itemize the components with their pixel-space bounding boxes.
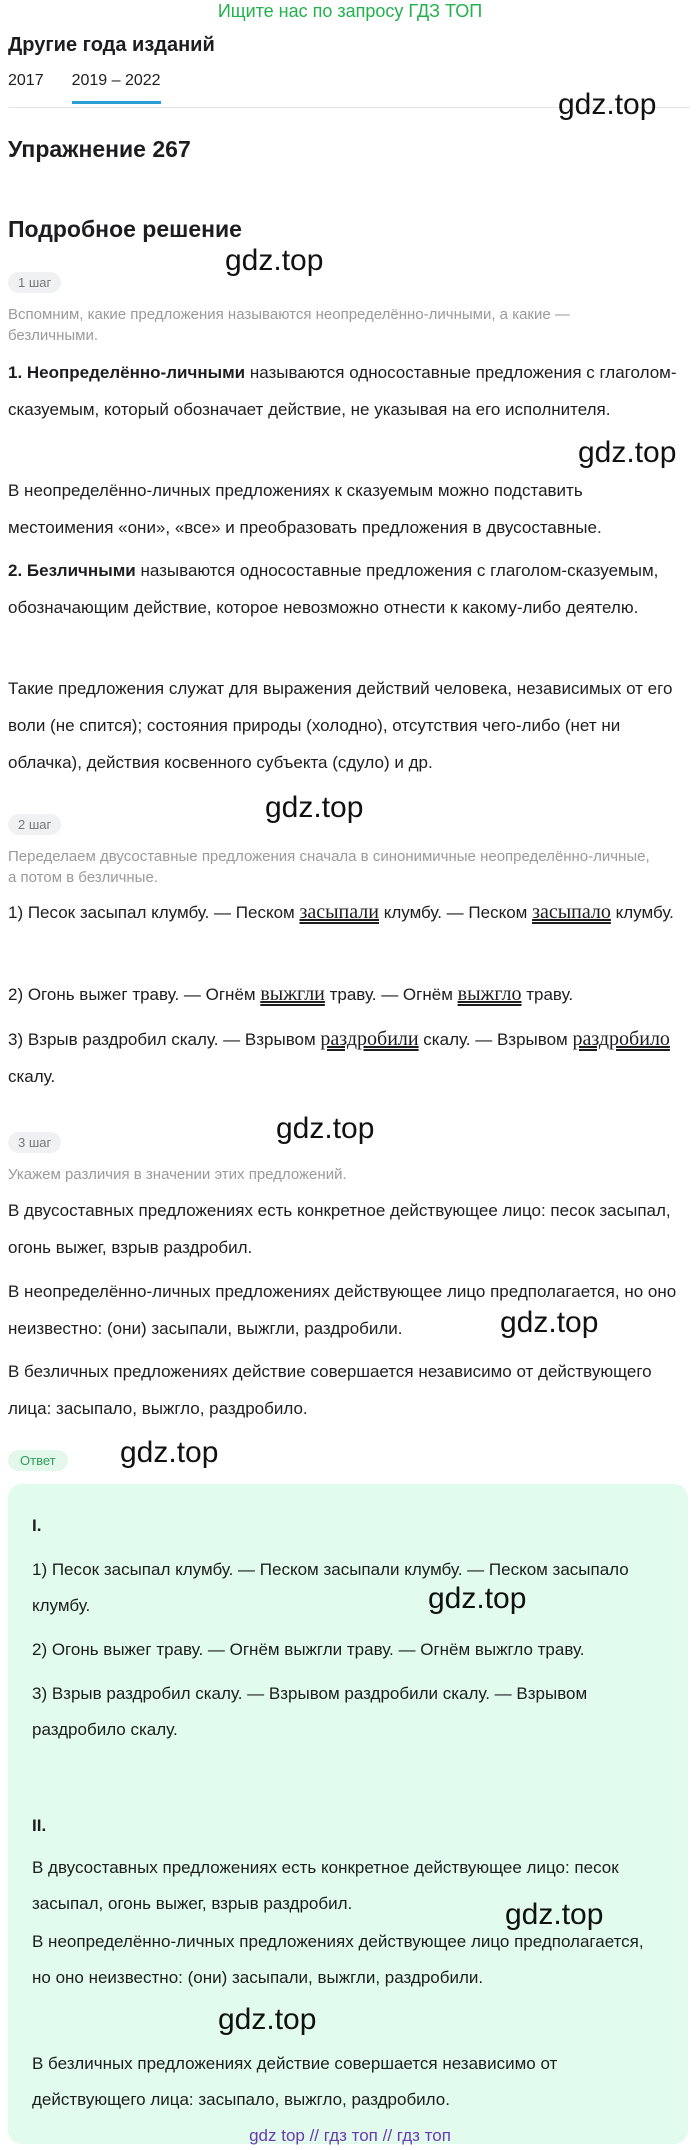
tab-year-2019-2022[interactable]: 2019 – 2022: [72, 72, 161, 104]
answer-line: 1) Песок засыпал клумбу. — Песком засыпали клумбу. — Песком засыпало клумбу.: [32, 1560, 629, 1615]
other-years-title: Другие года изданий: [8, 34, 215, 56]
step-badge-3: 3 шаг: [8, 1132, 61, 1153]
sentence-3: 3) Взрыв раздробил скалу. — Взрывом раздробили скалу. — Взрывом раздробило скалу.: [8, 1028, 670, 1086]
watermark: gdz.top: [225, 244, 324, 277]
step-note-2: Переделаем двусоставные предложения сначала в синонимичные неопределённо-личные, а потом в безличные.: [8, 848, 650, 886]
term-bold: 1. Неопределённо-личными: [8, 363, 246, 382]
predicate-underlined: выжгли: [260, 983, 325, 1005]
paragraph: В безличных предложениях действие совершается независимо от действующего лица: засыпало, выжгло, раздробило.: [8, 1362, 652, 1418]
answer-section-1-heading: I.: [32, 1516, 42, 1535]
watermark: gdz.top: [265, 791, 364, 824]
answer-line: В неопределённо-личных предложениях действующее лицо предполагается, но оно неизвестно: (они) засыпали, выжгли, раздробили.: [32, 1932, 644, 1987]
predicate-underlined: выжгло: [457, 983, 522, 1005]
year-tabs: [8, 72, 189, 104]
predicate-underlined: раздробило: [572, 1028, 670, 1050]
answer-section-2-heading: II.: [32, 1816, 47, 1835]
answer-badge: Ответ: [8, 1450, 68, 1471]
footer-links[interactable]: gdz top // гдз топ // гдз топ: [249, 2126, 451, 2145]
paragraph: В неопределённо-личных предложениях к сказуемым можно подставить местоимения «они», «все» и преобразовать предложения в двусоставные.: [8, 481, 602, 537]
watermark: gdz.top: [505, 1898, 604, 1931]
definition-paragraph-2: 2. Безличными называются односоставные предложения с глаголом-сказуемым, обозначающим действие, которое невозможно отнести к какому-либо деятелю.: [8, 561, 659, 617]
answer-line: 2) Огонь выжег траву. — Огнём выжгли траву. — Огнём выжгло траву.: [32, 1640, 585, 1659]
paragraph: В двусоставных предложениях есть конкретное действующее лицо: песок засыпал, огонь выжег, взрыв раздробил.: [8, 1201, 671, 1257]
watermark: gdz.top: [218, 2003, 317, 2036]
solution-title: Подробное решение: [8, 216, 242, 242]
watermark: gdz.top: [558, 88, 657, 121]
answer-line: 3) Взрыв раздробил скалу. — Взрывом раздробили скалу. — Взрывом раздробило скалу.: [32, 1684, 588, 1739]
watermark: gdz.top: [578, 436, 677, 469]
watermark: gdz.top: [276, 1112, 375, 1145]
watermark: gdz.top: [120, 1436, 219, 1469]
step-badge-1: 1 шаг: [8, 272, 61, 293]
watermark: gdz.top: [500, 1306, 599, 1339]
watermark: gdz.top: [428, 1582, 527, 1615]
answer-line: В двусоставных предложениях есть конкретное действующее лицо: песок засыпал, огонь выжег, взрыв раздробил.: [32, 1858, 619, 1913]
definition-paragraph-1: 1. Неопределённо-личными называются односоставные предложения с глаголом-сказуемым, который обозначает действие, не указывая на его исполнителя.: [8, 363, 677, 419]
paragraph: Такие предложения служат для выражения действий человека, независимых от его воли (не спится); состояния природы (холодно), отсутствия чего-либо (нет ни облачка), действия косвенного субъекта (сдуло) и др.: [8, 679, 673, 772]
predicate-underlined: раздробили: [320, 1028, 419, 1050]
step-badge-2: 2 шаг: [8, 814, 61, 835]
predicate-underlined: засыпало: [532, 901, 611, 923]
answer-line: В безличных предложениях действие совершается независимо от действующего лица: засыпало, выжгло, раздробило.: [32, 2054, 558, 2109]
tab-year-2017[interactable]: 2017: [8, 72, 44, 89]
paragraph: В неопределённо-личных предложениях действующее лицо предполагается, но оно неизвестно: (они) засыпали, выжгли, раздробили.: [8, 1282, 677, 1338]
sentence-1: 1) Песок засыпал клумбу. — Песком засыпали клумбу. — Песком засыпало клумбу.: [8, 901, 674, 923]
predicate-underlined: засыпали: [299, 901, 379, 923]
exercise-title: Упражнение 267: [8, 136, 191, 162]
sentence-2: 2) Огонь выжег траву. — Огнём выжгли траву. — Огнём выжгло траву.: [8, 983, 574, 1005]
step-note-3: Укажем различия в значении этих предложений.: [8, 1166, 347, 1183]
promo-banner: Ищите нас по запросу ГДЗ ТОП: [217, 1, 483, 21]
term-bold: 2. Безличными: [8, 561, 136, 580]
step-note-1: Вспомним, какие предложения называются неопределённо-личными, а какие — безличными.: [8, 306, 570, 344]
